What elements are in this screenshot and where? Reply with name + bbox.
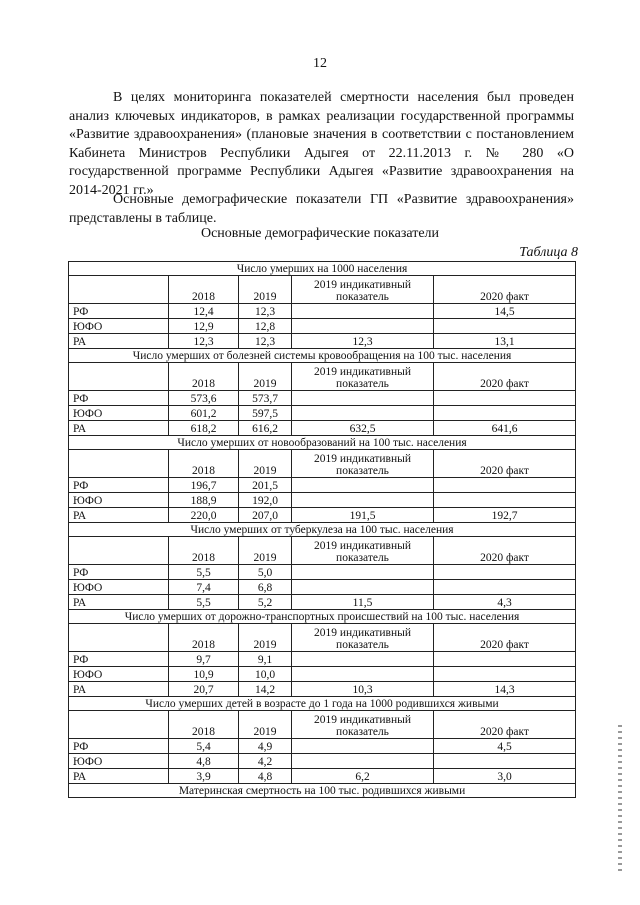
table-row xyxy=(69,754,576,769)
header-row xyxy=(69,711,576,739)
value-y2019: 616,2 xyxy=(239,421,292,436)
header-fact2020: 2020 факт xyxy=(434,537,576,565)
table-row xyxy=(69,682,576,697)
header-y2019: 2019 xyxy=(239,711,292,739)
region-name: РФ xyxy=(69,391,169,406)
value-fact2020: 14,3 xyxy=(434,682,576,697)
header-blank-cell xyxy=(69,624,169,652)
section-caption-row xyxy=(69,349,576,363)
header-blank-cell xyxy=(69,363,169,391)
header-indicative: 2019 индикативный показатель xyxy=(292,450,434,478)
section-caption-row xyxy=(69,784,576,798)
value-y2019: 5,2 xyxy=(239,595,292,610)
header-blank-cell xyxy=(69,537,169,565)
region-name: РФ xyxy=(69,652,169,667)
value-y2019: 10,0 xyxy=(239,667,292,682)
table-row xyxy=(69,421,576,436)
header-indicative: 2019 индикативный показатель xyxy=(292,276,434,304)
value-indicative xyxy=(292,478,434,493)
value-y2018: 9,7 xyxy=(169,652,239,667)
value-y2019: 207,0 xyxy=(239,508,292,523)
value-y2019: 201,5 xyxy=(239,478,292,493)
header-fact2020: 2020 факт xyxy=(434,624,576,652)
header-indicative: 2019 индикативный показатель xyxy=(292,537,434,565)
value-y2018: 20,7 xyxy=(169,682,239,697)
table-row xyxy=(69,304,576,319)
region-name: ЮФО xyxy=(69,667,169,682)
region-name: РА xyxy=(69,682,169,697)
table-label: Таблица 8 xyxy=(519,245,578,260)
value-indicative: 12,3 xyxy=(292,334,434,349)
section-caption-row xyxy=(69,262,576,276)
value-fact2020: 3,0 xyxy=(434,769,576,784)
section-caption: Число умерших детей в возрасте до 1 года на 1000 родившихся живыми xyxy=(69,697,576,711)
region-name: ЮФО xyxy=(69,406,169,421)
table-row xyxy=(69,508,576,523)
value-y2018: 618,2 xyxy=(169,421,239,436)
value-fact2020 xyxy=(434,406,576,421)
table-row xyxy=(69,319,576,334)
value-y2018: 10,9 xyxy=(169,667,239,682)
table-row xyxy=(69,595,576,610)
value-indicative xyxy=(292,304,434,319)
header-y2018: 2018 xyxy=(169,537,239,565)
table-row xyxy=(69,391,576,406)
value-y2018: 188,9 xyxy=(169,493,239,508)
value-y2018: 5,4 xyxy=(169,739,239,754)
value-y2018: 12,9 xyxy=(169,319,239,334)
value-fact2020: 14,5 xyxy=(434,304,576,319)
value-indicative xyxy=(292,391,434,406)
section-caption: Материнская смертность на 100 тыс. родившихся живыми xyxy=(69,784,576,798)
table-row xyxy=(69,739,576,754)
value-y2019: 192,0 xyxy=(239,493,292,508)
header-row xyxy=(69,537,576,565)
header-blank-cell xyxy=(69,276,169,304)
value-fact2020 xyxy=(434,667,576,682)
header-indicative: 2019 индикативный показатель xyxy=(292,363,434,391)
value-y2019: 14,2 xyxy=(239,682,292,697)
header-y2018: 2018 xyxy=(169,276,239,304)
header-y2018: 2018 xyxy=(169,711,239,739)
value-y2018: 5,5 xyxy=(169,565,239,580)
value-fact2020 xyxy=(434,754,576,769)
region-name: РА xyxy=(69,421,169,436)
value-fact2020 xyxy=(434,319,576,334)
header-y2018: 2018 xyxy=(169,363,239,391)
section-caption-row xyxy=(69,523,576,537)
section-caption-row xyxy=(69,610,576,624)
table-row xyxy=(69,652,576,667)
value-y2018: 3,9 xyxy=(169,769,239,784)
table-row xyxy=(69,565,576,580)
table-row xyxy=(69,580,576,595)
scan-edge-mark xyxy=(618,725,622,875)
value-y2018: 220,0 xyxy=(169,508,239,523)
region-name: РА xyxy=(69,334,169,349)
value-indicative: 191,5 xyxy=(292,508,434,523)
header-row xyxy=(69,450,576,478)
value-fact2020: 641,6 xyxy=(434,421,576,436)
header-fact2020: 2020 факт xyxy=(434,450,576,478)
value-indicative xyxy=(292,667,434,682)
value-fact2020: 192,7 xyxy=(434,508,576,523)
value-indicative xyxy=(292,565,434,580)
header-y2019: 2019 xyxy=(239,450,292,478)
value-indicative xyxy=(292,406,434,421)
region-name: РФ xyxy=(69,304,169,319)
value-indicative xyxy=(292,580,434,595)
header-y2019: 2019 xyxy=(239,363,292,391)
value-y2019: 12,8 xyxy=(239,319,292,334)
header-row xyxy=(69,363,576,391)
header-fact2020: 2020 факт xyxy=(434,363,576,391)
section-caption: Число умерших от дорожно-транспортных происшествий на 100 тыс. населения xyxy=(69,610,576,624)
header-indicative: 2019 индикативный показатель xyxy=(292,711,434,739)
table-row xyxy=(69,334,576,349)
value-indicative: 6,2 xyxy=(292,769,434,784)
region-name: РА xyxy=(69,595,169,610)
value-y2018: 12,3 xyxy=(169,334,239,349)
table-row xyxy=(69,493,576,508)
value-indicative xyxy=(292,652,434,667)
header-indicative: 2019 индикативный показатель xyxy=(292,624,434,652)
value-fact2020 xyxy=(434,478,576,493)
value-y2018: 601,2 xyxy=(169,406,239,421)
demographic-table xyxy=(68,261,576,798)
value-fact2020 xyxy=(434,493,576,508)
paragraph-indicators: Основные демографические показатели ГП «Развитие здравоохранения» представлены в таблице. xyxy=(69,192,574,226)
value-fact2020 xyxy=(434,652,576,667)
section-caption: Число умерших на 1000 населения xyxy=(69,262,576,276)
value-y2018: 4,8 xyxy=(169,754,239,769)
header-y2019: 2019 xyxy=(239,624,292,652)
value-y2019: 12,3 xyxy=(239,334,292,349)
value-y2019: 12,3 xyxy=(239,304,292,319)
value-fact2020: 4,3 xyxy=(434,595,576,610)
region-name: ЮФО xyxy=(69,319,169,334)
value-fact2020 xyxy=(434,580,576,595)
value-fact2020 xyxy=(434,391,576,406)
region-name: ЮФО xyxy=(69,493,169,508)
header-y2018: 2018 xyxy=(169,450,239,478)
paragraph-monitoring: В целях мониторинга показателей смертности населения был проведен анализ ключевых индикаторов, в рамках реализации государственной программы «Развитие здравоохранения» (плановые значения в соответствии с постановлением Кабинета Министров Республики Адыгея от 22.11.2013 г. № 280 «О государственной программе Республики Адыгея «Развитие здравоохранения на 2014-2021 гг.» xyxy=(69,90,574,198)
value-y2019: 597,5 xyxy=(239,406,292,421)
header-fact2020: 2020 факт xyxy=(434,711,576,739)
header-fact2020: 2020 факт xyxy=(434,276,576,304)
region-name: ЮФО xyxy=(69,580,169,595)
table-row xyxy=(69,769,576,784)
value-y2018: 5,5 xyxy=(169,595,239,610)
header-row xyxy=(69,624,576,652)
table-title: Основные демографические показатели xyxy=(200,226,440,241)
region-name: РФ xyxy=(69,478,169,493)
value-indicative: 632,5 xyxy=(292,421,434,436)
value-y2019: 4,2 xyxy=(239,754,292,769)
value-y2019: 4,8 xyxy=(239,769,292,784)
value-fact2020 xyxy=(434,565,576,580)
section-caption-row xyxy=(69,697,576,711)
value-y2018: 196,7 xyxy=(169,478,239,493)
region-name: РФ xyxy=(69,739,169,754)
value-y2019: 6,8 xyxy=(239,580,292,595)
value-indicative xyxy=(292,493,434,508)
value-indicative xyxy=(292,754,434,769)
value-y2018: 12,4 xyxy=(169,304,239,319)
header-y2019: 2019 xyxy=(239,537,292,565)
section-caption: Число умерших от болезней системы кровообращения на 100 тыс. населения xyxy=(69,349,576,363)
value-y2019: 9,1 xyxy=(239,652,292,667)
value-y2018: 573,6 xyxy=(169,391,239,406)
section-caption: Число умерших от туберкулеза на 100 тыс. населения xyxy=(69,523,576,537)
section-caption-row xyxy=(69,436,576,450)
value-y2019: 573,7 xyxy=(239,391,292,406)
table-row xyxy=(69,667,576,682)
value-y2018: 7,4 xyxy=(169,580,239,595)
region-name: РА xyxy=(69,769,169,784)
table-row xyxy=(69,478,576,493)
header-blank-cell xyxy=(69,450,169,478)
header-row xyxy=(69,276,576,304)
region-name: ЮФО xyxy=(69,754,169,769)
section-caption: Число умерших от новообразований на 100 тыс. населения xyxy=(69,436,576,450)
header-y2019: 2019 xyxy=(239,276,292,304)
value-indicative: 10,3 xyxy=(292,682,434,697)
header-blank-cell xyxy=(69,711,169,739)
value-fact2020: 4,5 xyxy=(434,739,576,754)
region-name: РФ xyxy=(69,565,169,580)
value-y2019: 5,0 xyxy=(239,565,292,580)
value-indicative: 11,5 xyxy=(292,595,434,610)
value-y2019: 4,9 xyxy=(239,739,292,754)
page-number: 12 xyxy=(313,56,327,71)
value-indicative xyxy=(292,739,434,754)
region-name: РА xyxy=(69,508,169,523)
value-indicative xyxy=(292,319,434,334)
header-y2018: 2018 xyxy=(169,624,239,652)
table-row xyxy=(69,406,576,421)
value-fact2020: 13,1 xyxy=(434,334,576,349)
